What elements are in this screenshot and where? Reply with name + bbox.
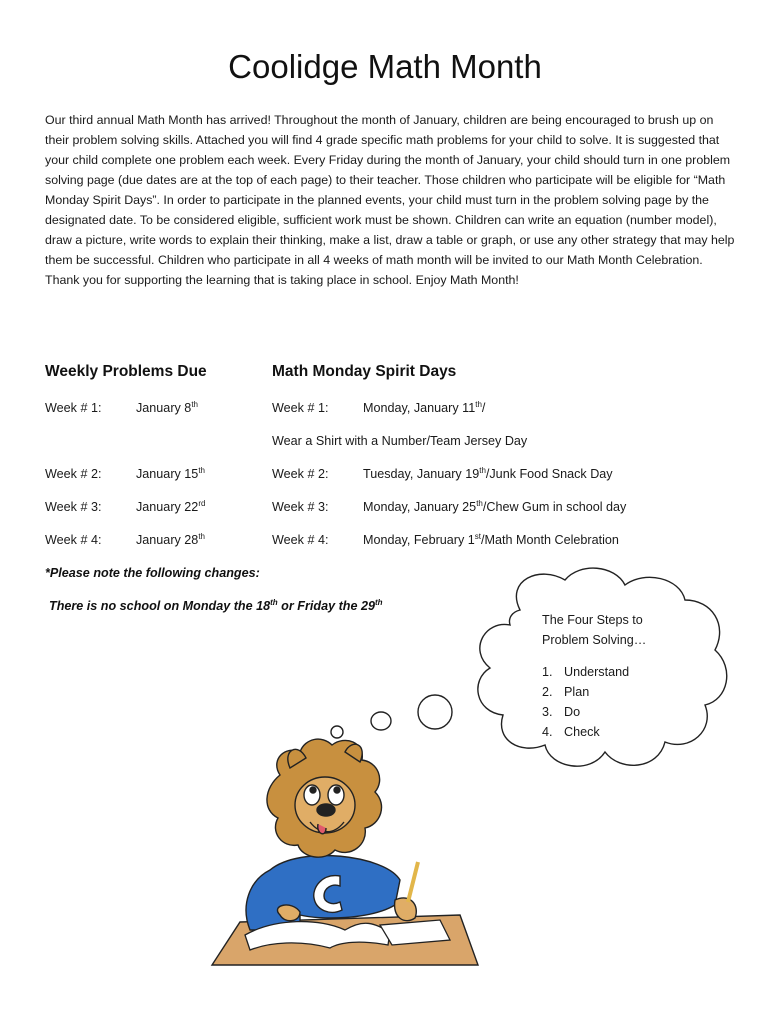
spirit-row-4-week: Week # 4:	[272, 533, 329, 547]
page-title: Coolidge Math Month	[228, 48, 542, 85]
spirit-days-heading: Math Monday Spirit Days	[272, 363, 457, 380]
cloud-heading-line-1: The Four Steps to	[542, 613, 643, 627]
changes-note-heading: *Please note the following changes:	[45, 566, 260, 580]
weekly-row-1-date: January 8th	[136, 399, 198, 415]
weekly-row-4-week: Week # 4:	[45, 533, 102, 547]
step-2: 2. Plan	[542, 685, 590, 699]
step-1: 1. Understand	[542, 665, 630, 679]
step-4: 4. Check	[542, 725, 600, 739]
weekly-row-2-date: January 15th	[136, 465, 205, 481]
thought-bubbles	[331, 695, 452, 738]
cloud-heading-line-2: Problem Solving…	[542, 633, 647, 647]
spirit-row-1-week: Week # 1:	[272, 401, 329, 415]
spirit-row-2-week: Week # 2:	[272, 467, 329, 481]
intro-paragraph: Our third annual Math Month has arrived! Throughout the month of January, children are being encouraged to brush up on their problem solving skills. Attached you will find 4 grade specific math problems for your child to solve. It is suggested that your child complete one problem each week. Every Friday during the month of January, your child should turn in one problem solving page (due dates are at the top of each page) to their teacher. Those children who participate will be eligible for “Math Monday Spirit Days”. In order to participate in the planned events, your child must turn in the problem solving page by the designated date. To be considered eligible, sufficient work must be shown. Children can write an equation (number model), draw a picture, write words to explain their thinking, make a list, draw a table or graph, or use any other strategy that may help them be successful. Children who participate in all 4 weeks of math month will be invited to our Math Month Celebration. Thank you for supporting the learning that is taking place in school. Enjoy Math Month!	[45, 113, 735, 287]
changes-note-detail: There is no school on Monday the 18th or Friday the 29th	[49, 597, 383, 613]
spirit-row-3-event: Monday, January 25th/Chew Gum in school day	[363, 498, 627, 514]
problem-solving-steps	[542, 662, 629, 742]
cloud-heading	[542, 610, 646, 650]
weekly-row-3-date: January 22rd	[136, 498, 206, 514]
weekly-row-2-week: Week # 2:	[45, 467, 102, 481]
spirit-row-2-event: Tuesday, January 19th/Junk Food Snack Day	[363, 465, 613, 481]
step-3: 3. Do	[542, 705, 581, 719]
spirit-row-4-event: Monday, February 1st/Math Month Celebration	[363, 531, 619, 547]
weekly-problems-heading: Weekly Problems Due	[45, 363, 207, 380]
spirit-row-1-event: Monday, January 11th/	[363, 399, 486, 415]
weekly-row-1-week: Week # 1:	[45, 401, 102, 415]
weekly-row-4-date: January 28th	[136, 531, 205, 547]
spirit-row-3-week: Week # 3:	[272, 500, 329, 514]
mascot	[246, 739, 418, 930]
spirit-row-1-extra: Wear a Shirt with a Number/Team Jersey Day	[272, 434, 528, 448]
weekly-row-3-week: Week # 3:	[45, 500, 102, 514]
